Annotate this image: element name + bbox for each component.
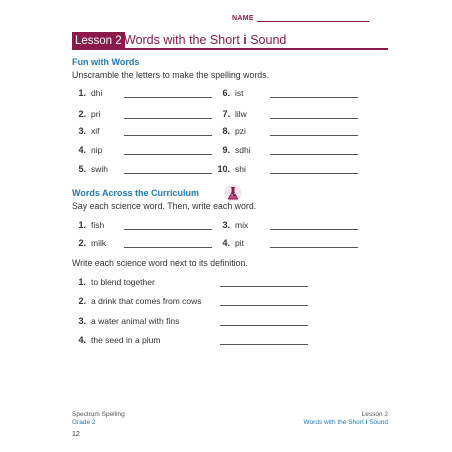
answer-blank[interactable] bbox=[270, 247, 358, 248]
answer-blank[interactable] bbox=[124, 247, 212, 248]
fun-section-title: Fun with Words bbox=[72, 57, 140, 67]
footer-series: Spectrum Spelling bbox=[72, 411, 125, 418]
answer-blank[interactable] bbox=[220, 344, 308, 345]
answer-blank[interactable] bbox=[220, 325, 308, 326]
definition-3: 3. a water animal with fins bbox=[78, 316, 180, 326]
fun-instruction: Unscramble the letters to make the spelling words. bbox=[72, 70, 270, 80]
curriculum-section-title: Words Across the Curriculum bbox=[72, 188, 200, 198]
definition-2: 2. a drink that comes from cows bbox=[78, 296, 202, 306]
name-blank[interactable] bbox=[257, 14, 369, 22]
answer-blank[interactable] bbox=[220, 305, 308, 306]
fun-item-10: 10. shi bbox=[217, 164, 246, 174]
fun-item-3: 3. xif bbox=[78, 126, 100, 136]
answer-blank[interactable] bbox=[270, 173, 358, 174]
fun-item-4: 4. nip bbox=[78, 145, 103, 155]
answer-blank[interactable] bbox=[270, 135, 358, 136]
answer-blank[interactable] bbox=[124, 229, 212, 230]
answer-blank[interactable] bbox=[270, 118, 358, 119]
answer-blank[interactable] bbox=[270, 154, 358, 155]
answer-blank[interactable] bbox=[124, 154, 212, 155]
fun-item-6: 6. ist bbox=[222, 88, 244, 98]
lesson-title-bar bbox=[72, 32, 388, 50]
fun-item-7: 7. lilw bbox=[222, 109, 247, 119]
answer-blank[interactable] bbox=[124, 118, 212, 119]
lesson-title: Words with the Short i Sound bbox=[124, 33, 287, 47]
curriculum-instruction: Say each science word. Then, write each word. bbox=[72, 201, 257, 211]
science-word-3: 3. mix bbox=[222, 220, 249, 230]
science-word-1: 1. fish bbox=[78, 220, 105, 230]
page-number: 12 bbox=[72, 431, 80, 438]
answer-blank[interactable] bbox=[124, 97, 212, 98]
fun-item-8: 8. pzi bbox=[222, 126, 246, 136]
footer-right bbox=[304, 411, 388, 427]
science-word-2: 2. milk bbox=[78, 238, 107, 248]
answer-blank[interactable] bbox=[270, 97, 358, 98]
definition-1: 1. to blend together bbox=[78, 277, 155, 287]
name-field-row bbox=[232, 14, 369, 22]
footer-lesson: Lesson 2 bbox=[361, 411, 388, 418]
definition-instruction: Write each science word next to its definition. bbox=[72, 258, 248, 268]
footer-grade: Grade 2 bbox=[72, 419, 96, 426]
answer-blank[interactable] bbox=[270, 229, 358, 230]
fun-item-9: 9. sdhi bbox=[222, 145, 251, 155]
definition-4: 4. the seed in a plum bbox=[78, 335, 161, 345]
footer-left bbox=[72, 411, 125, 427]
answer-blank[interactable] bbox=[124, 135, 212, 136]
science-word-4: 4. pit bbox=[222, 238, 244, 248]
answer-blank[interactable] bbox=[124, 173, 212, 174]
fun-item-1: 1. dhi bbox=[78, 88, 103, 98]
answer-blank[interactable] bbox=[220, 286, 308, 287]
lesson-badge: Lesson 2 bbox=[72, 32, 125, 49]
fun-item-5: 5. swih bbox=[78, 164, 109, 174]
fun-item-2: 2. pri bbox=[78, 109, 101, 119]
science-flask-icon bbox=[224, 184, 242, 202]
name-label: NAME bbox=[232, 15, 254, 22]
footer-lesson-title: Words with the Short i Sound bbox=[303, 419, 388, 426]
